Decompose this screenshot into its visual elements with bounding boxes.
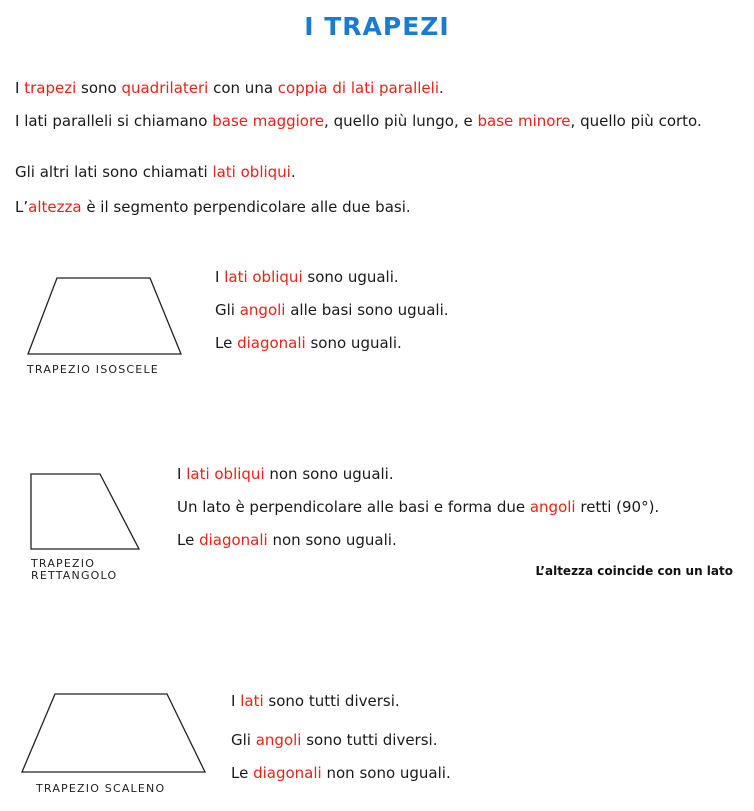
text-run: Le: [177, 531, 200, 549]
right-trapezoid-shape: [31, 474, 139, 549]
text-run: .: [439, 79, 444, 97]
text-run: Le: [215, 334, 238, 352]
text-run: I: [231, 692, 241, 710]
text-run: è il segmento perpendicolare alle due basi.: [81, 198, 411, 216]
text-run: I: [215, 268, 225, 286]
text-run: , quello più lungo, e: [324, 112, 478, 130]
isoscele-line-3: [215, 334, 402, 353]
highlight-term: diagonali: [237, 334, 306, 352]
highlight-term: trapezi: [24, 79, 77, 97]
text-run: alle basi sono uguali.: [285, 301, 449, 319]
highlight-term: coppia di lati paralleli: [277, 79, 439, 97]
text-run: non sono uguali.: [267, 531, 397, 549]
isoscele-line-1: [215, 268, 399, 287]
highlight-term: angoli: [529, 498, 576, 516]
text-run: I: [15, 79, 25, 97]
rettangolo-line-1: [177, 465, 394, 484]
text-run: non sono uguali.: [264, 465, 394, 483]
rettangolo-note: L’altezza coincide con un lato: [535, 564, 733, 578]
scaleno-line-1: [231, 692, 400, 711]
rettangolo-line-3: [177, 531, 397, 550]
page-title: I TRAPEZI: [304, 12, 450, 41]
rettangolo-caption-1: TRAPEZIO: [31, 557, 96, 570]
text-run: sono tutti diversi.: [263, 692, 400, 710]
highlight-term: angoli: [255, 731, 302, 749]
text-run: L’: [15, 198, 29, 216]
highlight-term: lati obliqui: [224, 268, 303, 286]
text-run: Gli: [231, 731, 256, 749]
highlight-term: altezza: [28, 198, 82, 216]
highlight-term: diagonali: [199, 531, 268, 549]
rettangolo-caption-2: RETTANGOLO: [31, 569, 118, 582]
text-run: sono uguali.: [302, 268, 399, 286]
text-run: sono tutti diversi.: [301, 731, 438, 749]
text-run: Gli: [215, 301, 240, 319]
highlight-term: lati: [240, 692, 264, 710]
text-run: I: [177, 465, 187, 483]
text-run: .: [290, 163, 296, 181]
scalene-trapezoid-shape: [22, 694, 205, 772]
text-run: non sono uguali.: [321, 764, 451, 782]
text-run: Gli altri lati sono chiamati: [15, 163, 213, 181]
isoscele-caption: TRAPEZIO ISOSCELE: [27, 363, 159, 376]
text-run: sono: [76, 79, 122, 97]
text-run: Le: [231, 764, 254, 782]
highlight-term: angoli: [239, 301, 286, 319]
text-run: con una: [208, 79, 278, 97]
highlight-term: diagonali: [253, 764, 322, 782]
highlight-term: lati obliqui: [186, 465, 265, 483]
scaleno-line-3: [231, 764, 451, 783]
highlight-term: lati obliqui: [212, 163, 291, 181]
text-run: Un lato è perpendicolare alle basi e forma due: [177, 498, 530, 516]
isosceles-trapezoid-shape: [28, 278, 181, 354]
isoscele-line-2: [215, 301, 449, 320]
scaleno-line-2: [231, 731, 437, 750]
highlight-term: base maggiore: [212, 112, 325, 130]
highlight-term: quadrilateri: [121, 79, 209, 97]
highlight-term: base minore: [477, 112, 571, 130]
scaleno-caption: TRAPEZIO SCALENO: [36, 782, 166, 795]
text-run: retti (90°).: [575, 498, 660, 516]
text-run: , quello più corto.: [570, 112, 702, 130]
rettangolo-line-2: [177, 498, 659, 517]
text-run: I lati paralleli si chiamano: [15, 112, 213, 130]
text-run: sono uguali.: [305, 334, 402, 352]
